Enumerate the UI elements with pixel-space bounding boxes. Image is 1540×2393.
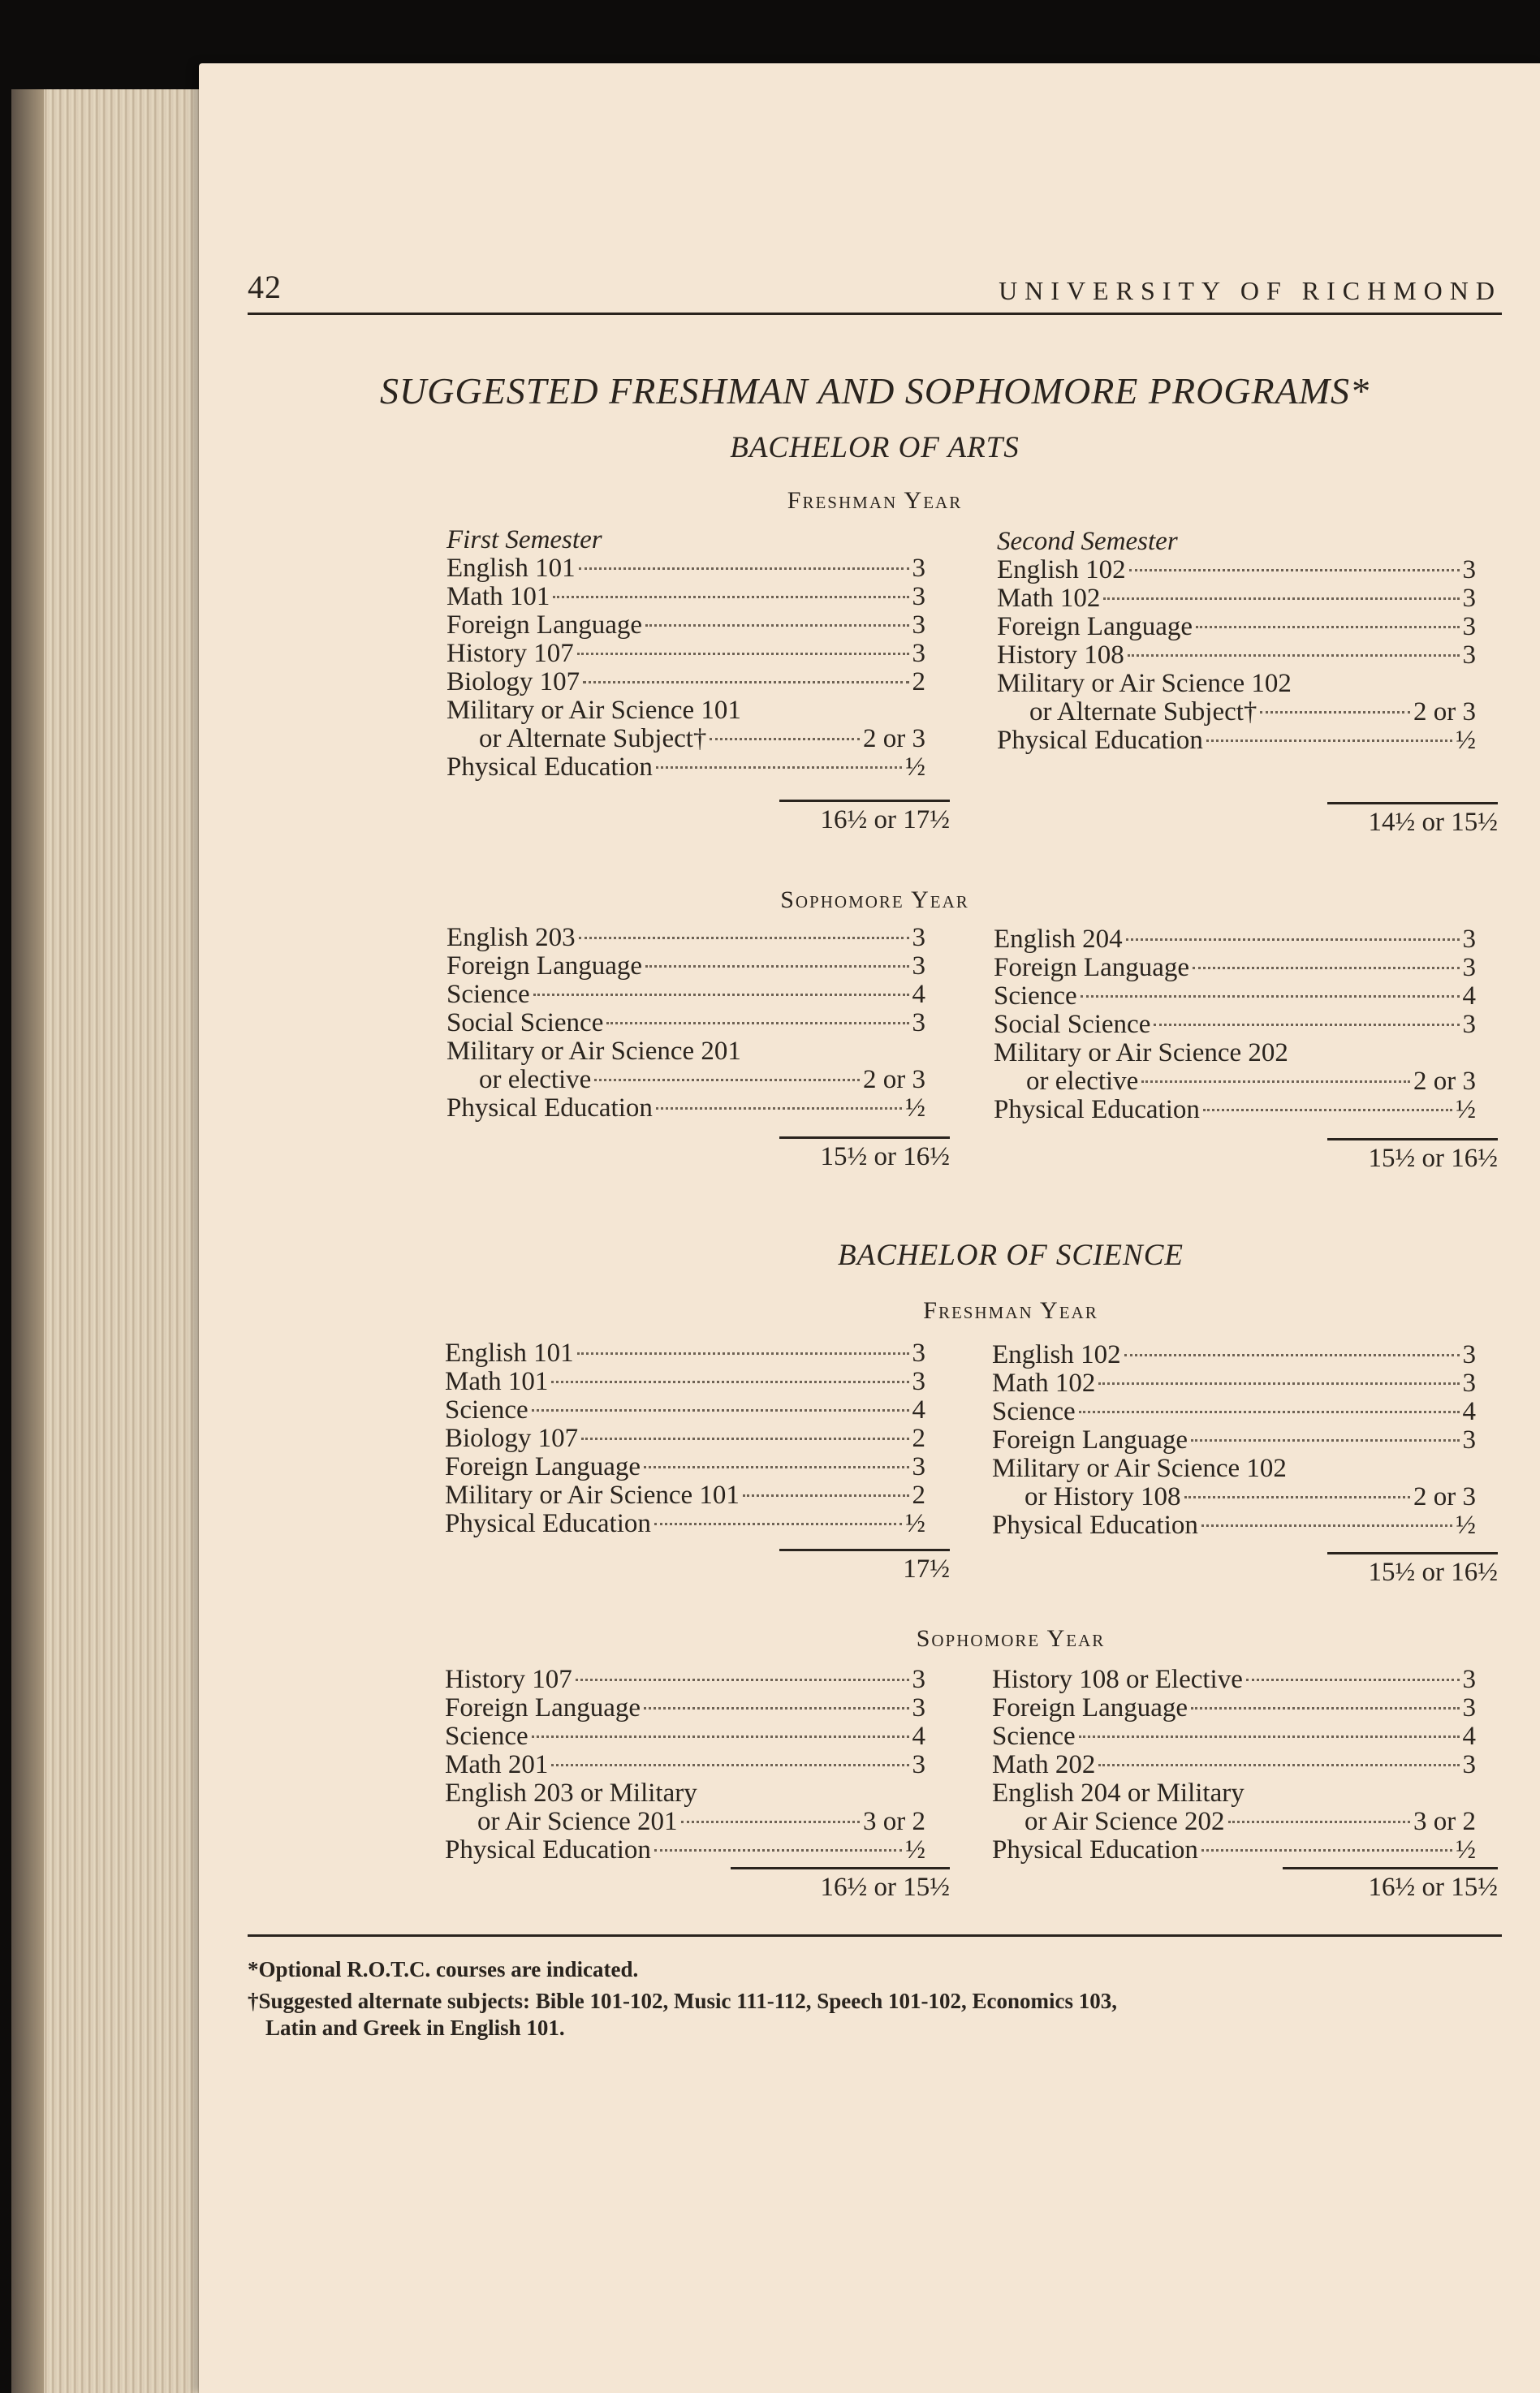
leader-dots — [594, 1079, 860, 1081]
course-name: English 101 — [446, 554, 576, 583]
credit-hours: ½ — [1456, 1835, 1476, 1865]
course-row — [992, 1751, 1476, 1779]
ba-freshman-first-total: 16½ or 17½ — [779, 800, 950, 835]
course-name: or Alternate Subject† — [1029, 697, 1257, 727]
course-name: History 107 — [446, 639, 574, 668]
credit-hours: 2 or 3 — [1413, 1067, 1476, 1096]
course-list — [992, 1341, 1476, 1540]
credit-hours: 3 — [912, 1008, 925, 1037]
course-list — [446, 924, 925, 1123]
ba-freshman-second-total: 14½ or 15½ — [1327, 802, 1498, 838]
leader-dots — [1193, 967, 1459, 969]
ba-sophomore-second — [994, 925, 1476, 1124]
course-name: or History 108 — [1025, 1482, 1181, 1511]
course-row — [997, 556, 1476, 584]
credit-hours: 3 — [912, 582, 925, 611]
course-row — [992, 1808, 1476, 1836]
leader-dots — [681, 1821, 860, 1823]
course-row — [446, 668, 925, 696]
leader-dots — [532, 1409, 909, 1412]
leader-dots — [1201, 1849, 1452, 1852]
credit-hours: ½ — [1456, 1511, 1476, 1540]
leader-dots — [654, 1849, 902, 1852]
credit-hours: 3 — [912, 923, 925, 952]
leader-dots — [1206, 739, 1452, 742]
main-title: SUGGESTED FRESHMAN AND SOPHOMORE PROGRAMS* — [379, 370, 1370, 412]
course-row — [445, 1510, 925, 1538]
leader-dots — [606, 1022, 908, 1024]
course-row — [446, 1037, 925, 1066]
course-name: Science — [992, 1722, 1076, 1751]
course-row — [997, 641, 1476, 670]
credit-hours: 4 — [1462, 1397, 1476, 1426]
credit-hours: 4 — [912, 1395, 925, 1425]
credit-hours: 3 — [1462, 1340, 1476, 1369]
course-name: Math 102 — [992, 1369, 1096, 1398]
footnote-star: *Optional R.O.T.C. courses are indicated. — [248, 1957, 639, 1981]
credit-hours: 3 — [912, 639, 925, 668]
leader-dots — [1184, 1496, 1411, 1498]
course-row — [994, 982, 1476, 1011]
course-name: English 204 or Military — [992, 1779, 1245, 1808]
leader-dots — [644, 1707, 908, 1710]
course-row — [992, 1779, 1476, 1808]
course-name: English 102 — [997, 555, 1126, 584]
footnote-dagger-line2: Latin and Greek in English 101. — [265, 2016, 565, 2040]
course-row — [446, 725, 925, 753]
credit-hours: 4 — [912, 1722, 925, 1751]
bs-freshman-second — [992, 1341, 1476, 1540]
credit-hours: ½ — [1456, 1095, 1476, 1124]
course-name: Math 101 — [446, 582, 550, 611]
course-name: English 203 — [446, 923, 576, 952]
course-name: Science — [445, 1722, 528, 1751]
credit-hours: ½ — [905, 1093, 925, 1123]
course-row — [445, 1666, 925, 1694]
course-name: or Alternate Subject† — [479, 724, 707, 753]
course-row — [446, 952, 925, 981]
credit-hours: 3 — [1462, 953, 1476, 982]
running-head: UNIVERSITY OF RICHMOND — [999, 276, 1502, 305]
credit-hours: 2 — [912, 1424, 925, 1453]
course-name: Foreign Language — [445, 1693, 641, 1723]
course-row — [445, 1368, 925, 1396]
footnotes — [248, 1956, 1502, 2046]
course-row — [994, 1096, 1476, 1124]
course-row — [994, 1067, 1476, 1096]
course-name: Math 102 — [997, 584, 1101, 613]
course-name: Physical Education — [445, 1835, 651, 1865]
credit-hours: 4 — [912, 980, 925, 1009]
leader-dots — [1191, 1707, 1459, 1710]
page-number: 42 — [248, 269, 282, 305]
leader-dots — [583, 681, 908, 683]
leader-dots — [1126, 938, 1460, 941]
leader-dots — [656, 1107, 902, 1110]
course-list — [997, 556, 1476, 755]
leader-dots — [1154, 1024, 1459, 1026]
course-row — [445, 1453, 925, 1481]
credit-hours: 3 — [912, 1367, 925, 1396]
course-name: History 107 — [445, 1665, 572, 1694]
course-row — [997, 584, 1476, 613]
credit-hours: 3 — [1462, 584, 1476, 613]
course-row — [992, 1398, 1476, 1426]
course-name: English 101 — [445, 1339, 574, 1368]
course-row — [446, 1066, 925, 1094]
footnote-dagger — [248, 1988, 1502, 2042]
course-name: Biology 107 — [446, 667, 580, 696]
course-row — [992, 1836, 1476, 1865]
credit-hours: 3 — [912, 1665, 925, 1694]
leader-dots — [1228, 1821, 1410, 1823]
bs-freshman-second-total: 15½ or 16½ — [1327, 1552, 1498, 1588]
course-row — [992, 1341, 1476, 1369]
course-name: Physical Education — [997, 726, 1203, 755]
bs-sophomore-first — [445, 1666, 925, 1865]
course-name: Foreign Language — [994, 953, 1190, 982]
course-name: Foreign Language — [446, 610, 643, 640]
leader-dots — [1129, 569, 1460, 571]
course-row — [445, 1751, 925, 1779]
leader-dots — [579, 567, 909, 570]
course-row — [992, 1511, 1476, 1540]
credit-hours: 2 or 3 — [1413, 697, 1476, 727]
credit-hours: 3 — [1462, 1010, 1476, 1039]
leader-dots — [1201, 1524, 1452, 1527]
course-name: Foreign Language — [992, 1693, 1188, 1723]
course-name: Math 201 — [445, 1750, 549, 1779]
course-name: Military or Air Science 202 — [994, 1038, 1288, 1067]
course-name: Military or Air Science 201 — [446, 1037, 741, 1066]
course-list — [994, 925, 1476, 1124]
credit-hours: 4 — [1462, 1722, 1476, 1751]
leader-dots — [553, 596, 908, 598]
course-name: Math 101 — [445, 1367, 549, 1396]
credit-hours: 3 — [912, 1750, 925, 1779]
leader-dots — [1124, 1354, 1460, 1356]
credit-hours: 3 — [1462, 1665, 1476, 1694]
ba-freshman-heading: Freshman Year — [787, 487, 963, 514]
course-name: Military or Air Science 102 — [997, 669, 1292, 698]
course-row — [446, 554, 925, 583]
course-row — [445, 1425, 925, 1453]
course-name: Physical Education — [992, 1835, 1198, 1865]
leader-dots — [579, 937, 909, 939]
course-name: Military or Air Science 102 — [992, 1454, 1287, 1483]
course-row — [446, 924, 925, 952]
ba-sophomore-first — [446, 924, 925, 1123]
credit-hours: 2 — [912, 1481, 925, 1510]
semester-heading: Second Semester — [997, 527, 1178, 556]
course-name: or Air Science 201 — [477, 1807, 678, 1836]
course-list — [992, 1666, 1476, 1865]
course-name: History 108 or Elective — [992, 1665, 1243, 1694]
credit-hours: 3 — [912, 610, 925, 640]
course-row — [445, 1779, 925, 1808]
ba-sophomore-second-total: 15½ or 16½ — [1327, 1138, 1498, 1174]
course-name: Physical Education — [446, 752, 653, 782]
credit-hours: 3 — [1462, 1750, 1476, 1779]
course-row — [445, 1481, 925, 1510]
course-row — [445, 1723, 925, 1751]
course-row — [446, 1094, 925, 1123]
course-row — [992, 1369, 1476, 1398]
leader-dots — [1128, 654, 1460, 657]
credit-hours: ½ — [905, 1509, 925, 1538]
leader-dots — [551, 1764, 908, 1766]
course-row — [997, 613, 1476, 641]
bs-sophomore-heading: Sophomore Year — [916, 1625, 1106, 1652]
page-header — [248, 266, 1502, 315]
footnote-rule — [248, 1934, 1502, 1937]
course-name: Physical Education — [445, 1509, 651, 1538]
leader-dots — [1103, 597, 1459, 600]
course-row — [445, 1836, 925, 1865]
course-row — [994, 1011, 1476, 1039]
course-row — [446, 753, 925, 782]
course-row — [992, 1483, 1476, 1511]
credit-hours: 2 or 3 — [1413, 1482, 1476, 1511]
course-name: Biology 107 — [445, 1424, 579, 1453]
leader-dots — [577, 653, 909, 655]
leader-dots — [1098, 1764, 1459, 1766]
course-name: or Air Science 202 — [1025, 1807, 1225, 1836]
leader-dots — [656, 766, 902, 769]
leader-dots — [576, 1679, 909, 1681]
credit-hours: 3 — [1462, 612, 1476, 641]
course-row — [445, 1808, 925, 1836]
course-name: or elective — [479, 1065, 592, 1094]
semester-heading: First Semester — [446, 525, 602, 554]
course-name: Military or Air Science 101 — [445, 1481, 740, 1510]
credit-hours: 2 or 3 — [863, 1065, 925, 1094]
course-row — [992, 1426, 1476, 1455]
course-list — [446, 554, 925, 782]
credit-hours: 3 — [912, 554, 925, 583]
credit-hours: 3 or 2 — [863, 1807, 925, 1836]
course-row — [994, 1039, 1476, 1067]
leader-dots — [1191, 1439, 1459, 1442]
leader-dots — [577, 1352, 909, 1355]
course-row — [997, 670, 1476, 698]
leader-dots — [1141, 1080, 1410, 1083]
leader-dots — [551, 1381, 908, 1383]
course-row — [446, 640, 925, 668]
course-row — [445, 1694, 925, 1723]
course-name: Physical Education — [994, 1095, 1200, 1124]
course-name: Science — [994, 981, 1077, 1011]
credit-hours: ½ — [1456, 726, 1476, 755]
course-list — [445, 1666, 925, 1865]
ba-sophomore-first-total: 15½ or 16½ — [779, 1136, 950, 1172]
credit-hours: 2 — [912, 667, 925, 696]
course-row — [992, 1694, 1476, 1723]
course-row — [992, 1455, 1476, 1483]
leader-dots — [710, 738, 860, 740]
leader-dots — [1203, 1109, 1452, 1111]
leader-dots — [645, 965, 908, 968]
course-row — [445, 1339, 925, 1368]
bs-title: BACHELOR OF SCIENCE — [838, 1239, 1184, 1272]
ba-freshman-first-semester — [446, 526, 925, 782]
course-row — [994, 925, 1476, 954]
course-name: English 204 — [994, 925, 1123, 954]
credit-hours: 3 — [1462, 1369, 1476, 1398]
credit-hours: 3 — [912, 1693, 925, 1723]
course-row — [994, 954, 1476, 982]
course-row — [992, 1666, 1476, 1694]
footnote-dagger-line1: †Suggested alternate subjects: Bible 101-102, Music 111-112, Speech 101-102, Economics 103, — [248, 1989, 1117, 2013]
course-name: Foreign Language — [446, 951, 643, 981]
ba-freshman-second-semester — [997, 528, 1476, 755]
credit-hours: 3 — [1462, 1425, 1476, 1455]
leader-dots — [645, 624, 908, 627]
credit-hours: 3 — [912, 951, 925, 981]
course-name: Social Science — [994, 1010, 1151, 1039]
credit-hours: 4 — [1462, 981, 1476, 1011]
leader-dots — [532, 1735, 909, 1738]
course-row — [446, 981, 925, 1009]
leader-dots — [743, 1494, 909, 1497]
credit-hours: 3 — [1462, 640, 1476, 670]
course-row — [446, 1009, 925, 1037]
course-name: English 102 — [992, 1340, 1121, 1369]
bs-freshman-heading: Freshman Year — [923, 1297, 1098, 1324]
course-name: Foreign Language — [992, 1425, 1188, 1455]
course-name: Physical Education — [992, 1511, 1198, 1540]
course-name: Math 202 — [992, 1750, 1096, 1779]
leader-dots — [1260, 711, 1410, 714]
credit-hours: 3 — [912, 1452, 925, 1481]
course-row — [445, 1396, 925, 1425]
leader-dots — [1079, 1735, 1460, 1738]
course-name: Science — [992, 1397, 1076, 1426]
leader-dots — [1196, 626, 1459, 628]
course-row — [997, 727, 1476, 755]
credit-hours: 3 — [1462, 555, 1476, 584]
course-row — [992, 1723, 1476, 1751]
course-list — [445, 1339, 925, 1538]
ba-sophomore-heading: Sophomore Year — [780, 886, 969, 913]
leader-dots — [654, 1523, 902, 1525]
leader-dots — [581, 1438, 908, 1440]
credit-hours: 3 — [1462, 1693, 1476, 1723]
course-name: Foreign Language — [445, 1452, 641, 1481]
course-name: Foreign Language — [997, 612, 1193, 641]
course-name: Science — [446, 980, 530, 1009]
credit-hours: ½ — [905, 752, 925, 782]
leader-dots — [1246, 1679, 1460, 1681]
leader-dots — [1098, 1382, 1459, 1385]
leader-dots — [1081, 995, 1460, 998]
course-name: or elective — [1026, 1067, 1139, 1096]
bs-sophomore-first-total: 16½ or 15½ — [731, 1867, 950, 1903]
course-row — [446, 696, 925, 725]
leader-dots — [644, 1466, 908, 1468]
credit-hours: 3 — [1462, 925, 1476, 954]
course-name: Physical Education — [446, 1093, 653, 1123]
bs-freshman-first-total: 17½ — [779, 1549, 950, 1585]
credit-hours: ½ — [905, 1835, 925, 1865]
credit-hours: 3 or 2 — [1413, 1807, 1476, 1836]
course-name: Social Science — [446, 1008, 604, 1037]
course-name: History 108 — [997, 640, 1124, 670]
credit-hours: 2 or 3 — [863, 724, 925, 753]
leader-dots — [1079, 1411, 1460, 1413]
course-name: Science — [445, 1395, 528, 1425]
bs-sophomore-second — [992, 1666, 1476, 1865]
leader-dots — [533, 994, 909, 996]
course-name: Military or Air Science 101 — [446, 696, 741, 725]
course-name: English 203 or Military — [445, 1779, 697, 1808]
course-row — [446, 583, 925, 611]
course-row — [446, 611, 925, 640]
credit-hours: 3 — [912, 1339, 925, 1368]
bs-sophomore-second-total: 16½ or 15½ — [1283, 1867, 1498, 1903]
ba-title: BACHELOR OF ARTS — [730, 431, 1020, 464]
bs-freshman-first — [445, 1339, 925, 1538]
course-row — [997, 698, 1476, 727]
